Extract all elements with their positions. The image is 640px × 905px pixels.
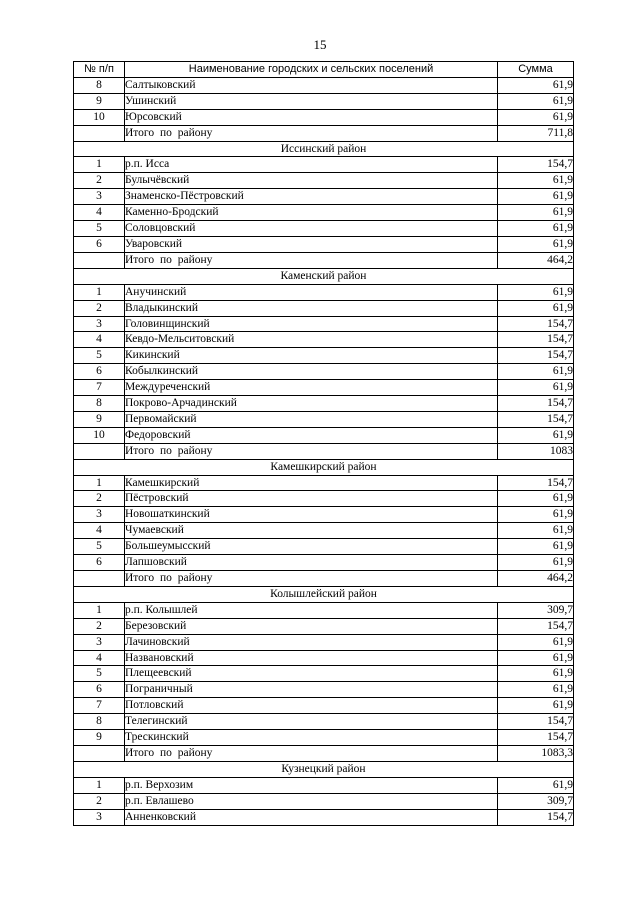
row-number: 1 <box>74 284 125 300</box>
settlement-name: Камешкирский <box>125 475 498 491</box>
table-row <box>74 793 574 809</box>
district-name: Кузнецкий район <box>74 761 574 777</box>
table-row <box>74 93 574 109</box>
settlement-name: Лапшовский <box>125 555 498 571</box>
settlement-name: Трескинский <box>125 730 498 746</box>
row-number: 2 <box>74 793 125 809</box>
row-number: 5 <box>74 666 125 682</box>
settlement-sum: 154,7 <box>498 411 574 427</box>
settlement-sum: 61,9 <box>498 507 574 523</box>
settlement-sum: 154,7 <box>498 157 574 173</box>
district-name: Иссинский район <box>74 141 574 157</box>
table-row <box>74 173 574 189</box>
row-number: 4 <box>74 205 125 221</box>
row-number: 1 <box>74 602 125 618</box>
row-number: 3 <box>74 189 125 205</box>
table-row <box>74 348 574 364</box>
settlement-name: Федоровский <box>125 427 498 443</box>
table-row <box>74 539 574 555</box>
settlement-name: р.п. Евлашево <box>125 793 498 809</box>
row-number: 7 <box>74 698 125 714</box>
total-label: Итого по району <box>125 571 498 587</box>
district-header-row <box>74 761 574 777</box>
row-number: 5 <box>74 539 125 555</box>
settlement-name: р.п. Верхозим <box>125 777 498 793</box>
settlement-sum: 61,9 <box>498 93 574 109</box>
row-number: 2 <box>74 491 125 507</box>
row-number <box>74 252 125 268</box>
settlement-name: Пограничный <box>125 682 498 698</box>
total-label: Итого по району <box>125 252 498 268</box>
row-number: 4 <box>74 650 125 666</box>
row-number: 10 <box>74 427 125 443</box>
settlement-name: р.п. Колышлей <box>125 602 498 618</box>
total-sum: 464,2 <box>498 252 574 268</box>
settlement-name: Плещеевский <box>125 666 498 682</box>
row-number: 3 <box>74 507 125 523</box>
row-number: 9 <box>74 93 125 109</box>
total-label: Итого по району <box>125 745 498 761</box>
total-label: Итого по району <box>125 443 498 459</box>
settlement-sum: 154,7 <box>498 618 574 634</box>
settlement-name: Кикинский <box>125 348 498 364</box>
table-row <box>74 221 574 237</box>
settlement-sum: 61,9 <box>498 205 574 221</box>
district-header-row <box>74 586 574 602</box>
page-number: 15 <box>313 37 327 52</box>
settlement-sum: 154,7 <box>498 730 574 746</box>
table-row <box>74 205 574 221</box>
header-sum: Сумма <box>498 62 574 78</box>
settlement-name: Уваровский <box>125 236 498 252</box>
table-row <box>74 411 574 427</box>
settlement-sum: 61,9 <box>498 491 574 507</box>
table-row <box>74 809 574 825</box>
settlement-name: Телегинский <box>125 714 498 730</box>
settlement-sum: 61,9 <box>498 777 574 793</box>
settlement-sum: 61,9 <box>498 539 574 555</box>
settlement-sum: 154,7 <box>498 396 574 412</box>
settlement-sum: 61,9 <box>498 650 574 666</box>
table-row <box>74 634 574 650</box>
district-total-row <box>74 252 574 268</box>
settlement-name: Анучинский <box>125 284 498 300</box>
settlement-sum: 61,9 <box>498 427 574 443</box>
settlement-sum: 154,7 <box>498 348 574 364</box>
row-number: 4 <box>74 332 125 348</box>
table-row <box>74 777 574 793</box>
district-header-row <box>74 268 574 284</box>
settlement-name: Пёстровский <box>125 491 498 507</box>
settlement-name: Соловцовский <box>125 221 498 237</box>
row-number: 8 <box>74 77 125 93</box>
settlement-name: Названовский <box>125 650 498 666</box>
total-sum: 464,2 <box>498 571 574 587</box>
row-number <box>74 443 125 459</box>
table-row <box>74 157 574 173</box>
settlement-sum: 61,9 <box>498 173 574 189</box>
row-number: 1 <box>74 157 125 173</box>
district-header-row <box>74 459 574 475</box>
table-row <box>74 236 574 252</box>
row-number: 4 <box>74 523 125 539</box>
settlement-name: Юрсовский <box>125 109 498 125</box>
settlement-sum: 309,7 <box>498 793 574 809</box>
row-number <box>74 745 125 761</box>
table-row <box>74 714 574 730</box>
table-row <box>74 380 574 396</box>
settlement-name: Большеумысский <box>125 539 498 555</box>
total-sum: 1083,3 <box>498 745 574 761</box>
settlement-name: Потловский <box>125 698 498 714</box>
settlements-table <box>73 61 574 826</box>
settlement-sum: 61,9 <box>498 555 574 571</box>
row-number: 10 <box>74 109 125 125</box>
table-row <box>74 427 574 443</box>
district-header-row <box>74 141 574 157</box>
table-row <box>74 523 574 539</box>
table-row <box>74 316 574 332</box>
settlement-name: Каменно-Бродский <box>125 205 498 221</box>
table-row <box>74 507 574 523</box>
settlement-name: Владыкинский <box>125 300 498 316</box>
settlement-name: Булычёвский <box>125 173 498 189</box>
header-settlement-name: Наименование городских и сельских поселений <box>125 62 498 78</box>
header-number: № п/п <box>74 62 125 78</box>
settlement-sum: 61,9 <box>498 666 574 682</box>
district-total-row <box>74 571 574 587</box>
settlement-sum: 61,9 <box>498 300 574 316</box>
row-number: 9 <box>74 730 125 746</box>
row-number: 6 <box>74 236 125 252</box>
settlement-name: Междуреченский <box>125 380 498 396</box>
settlement-sum: 61,9 <box>498 634 574 650</box>
settlement-name: Головинщинский <box>125 316 498 332</box>
settlement-name: Чумаевский <box>125 523 498 539</box>
district-name: Камешкирский район <box>74 459 574 475</box>
settlement-name: Анненковский <box>125 809 498 825</box>
settlement-name: Первомайский <box>125 411 498 427</box>
row-number: 2 <box>74 300 125 316</box>
settlement-name: Ушинский <box>125 93 498 109</box>
district-total-row <box>74 125 574 141</box>
settlement-name: Покрово-Арчадинский <box>125 396 498 412</box>
row-number: 6 <box>74 682 125 698</box>
table-row <box>74 650 574 666</box>
settlement-name: Кевдо-Мельситовский <box>125 332 498 348</box>
settlement-name: Лачиновский <box>125 634 498 650</box>
settlement-name: Знаменско-Пёстровский <box>125 189 498 205</box>
settlement-sum: 61,9 <box>498 364 574 380</box>
table-row <box>74 364 574 380</box>
table-row <box>74 332 574 348</box>
table-row <box>74 730 574 746</box>
settlement-name: Новошаткинский <box>125 507 498 523</box>
total-sum: 1083 <box>498 443 574 459</box>
row-number: 5 <box>74 348 125 364</box>
table-row <box>74 396 574 412</box>
table-row <box>74 491 574 507</box>
settlement-sum: 154,7 <box>498 332 574 348</box>
row-number: 1 <box>74 777 125 793</box>
settlement-sum: 309,7 <box>498 602 574 618</box>
table-row <box>74 666 574 682</box>
district-total-row <box>74 443 574 459</box>
table-row <box>74 555 574 571</box>
district-total-row <box>74 745 574 761</box>
row-number: 6 <box>74 364 125 380</box>
total-sum: 711,8 <box>498 125 574 141</box>
settlement-sum: 61,9 <box>498 236 574 252</box>
row-number <box>74 571 125 587</box>
settlement-sum: 154,7 <box>498 809 574 825</box>
table-row <box>74 682 574 698</box>
table-row <box>74 618 574 634</box>
row-number: 3 <box>74 634 125 650</box>
row-number: 9 <box>74 411 125 427</box>
table-body <box>74 77 574 825</box>
settlement-sum: 61,9 <box>498 523 574 539</box>
table-row <box>74 109 574 125</box>
settlement-name: Березовский <box>125 618 498 634</box>
row-number: 3 <box>74 809 125 825</box>
table-row <box>74 602 574 618</box>
table-header-row <box>74 62 574 78</box>
settlement-sum: 61,9 <box>498 221 574 237</box>
row-number <box>74 125 125 141</box>
settlement-name: р.п. Исса <box>125 157 498 173</box>
table-row <box>74 698 574 714</box>
table-row <box>74 189 574 205</box>
row-number: 1 <box>74 475 125 491</box>
settlement-sum: 154,7 <box>498 714 574 730</box>
settlement-sum: 61,9 <box>498 698 574 714</box>
district-name: Каменский район <box>74 268 574 284</box>
settlement-sum: 61,9 <box>498 380 574 396</box>
table-row <box>74 300 574 316</box>
settlement-name: Салтыковский <box>125 77 498 93</box>
settlement-sum: 61,9 <box>498 189 574 205</box>
settlement-sum: 154,7 <box>498 316 574 332</box>
settlement-sum: 61,9 <box>498 682 574 698</box>
row-number: 3 <box>74 316 125 332</box>
row-number: 8 <box>74 396 125 412</box>
total-label: Итого по району <box>125 125 498 141</box>
table-row <box>74 77 574 93</box>
row-number: 8 <box>74 714 125 730</box>
row-number: 7 <box>74 380 125 396</box>
table-row <box>74 284 574 300</box>
district-name: Колышлейский район <box>74 586 574 602</box>
settlement-sum: 61,9 <box>498 109 574 125</box>
settlement-name: Кобылкинский <box>125 364 498 380</box>
settlement-sum: 61,9 <box>498 284 574 300</box>
row-number: 5 <box>74 221 125 237</box>
table-row <box>74 475 574 491</box>
row-number: 6 <box>74 555 125 571</box>
row-number: 2 <box>74 173 125 189</box>
row-number: 2 <box>74 618 125 634</box>
settlement-sum: 154,7 <box>498 475 574 491</box>
settlement-sum: 61,9 <box>498 77 574 93</box>
